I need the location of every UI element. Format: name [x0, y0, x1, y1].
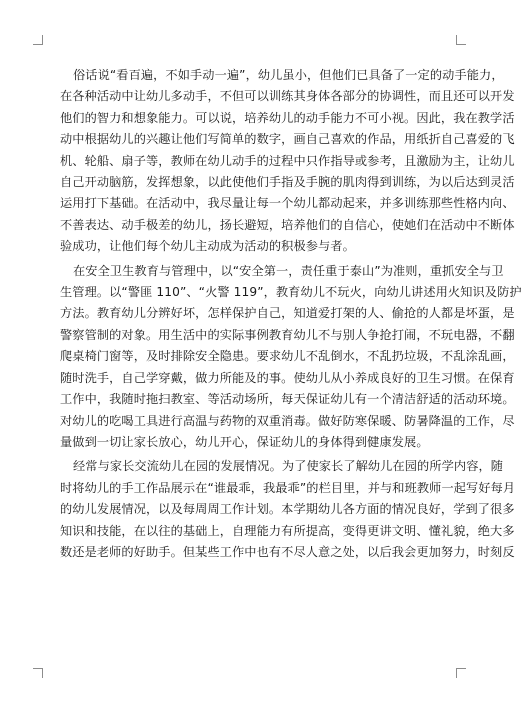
text-line: 机、轮船、扇子等，教师在幼儿动手的过程中只作指导或参考，且激励为主，让幼儿: [60, 153, 515, 168]
text-line: 随时洗手，自己学穿戴，做力所能及的事。使幼儿从小养成良好的卫生习惯。在保育: [60, 370, 515, 385]
text-line: 的幼儿发展情况，以及每周周工作计划。本学期幼儿各方面的情况良好，学到了很多: [60, 502, 515, 517]
text-line: 自己开动脑筋，发挥想象，以此使他们手指及手腕的肌肉得到训练，为以后达到灵活: [60, 175, 515, 190]
text-line: 时将幼儿的手工作品展示在“谁最乖，我最乖”的栏目里，并与和班教师一起写好每月: [60, 480, 516, 495]
paragraph-parent-communication: [60, 456, 516, 563]
text-line: 量做到一切让家长放心，幼儿开心，保证幼儿的身体得到健康发展。: [60, 434, 429, 449]
text-line: 他们的智力和想象能力。可以说，培养幼儿的动手能力不可小视。因此，我在教学活: [60, 110, 515, 125]
text-line: 生管理。以“警匪 110”、“火警 119”，教育幼儿不玩火，向幼儿讲述用火知识及防护: [60, 285, 522, 300]
text-line: 警察管制的对象。用生活中的实际事例教育幼儿不与别人争抢打闹，不玩电器，不翻: [60, 327, 515, 342]
crop-mark-bottom-left: [33, 668, 43, 678]
text-line: 验成功，让他们每个幼儿主动成为活动的积极参与者。: [60, 239, 355, 254]
text-line: 经常与家长交流幼儿在园的发展情况。为了使家长了解幼儿在园的所学内容，随: [73, 459, 504, 474]
text-line: 在安全卫生教育与管理中，以“安全第一，责任重于泰山”为准则，重抓安全与卫: [73, 263, 504, 278]
text-line: 俗话说“看百遍，不如手动一遍”，幼儿虽小，但他们已具备了一定的动手能力，: [73, 68, 504, 82]
text-line: 方法。教育幼儿分辨好坏，怎样保护自己，知道爱打架的人、偷抢的人都是坏蛋，是: [60, 306, 515, 321]
paragraph-hands-on-ability: [60, 65, 515, 258]
crop-mark-top-left: [33, 35, 43, 45]
text-line: 爬桌椅门窗等，及时排除安全隐患。要求幼儿不乱倒水，不乱扔垃圾，不乱涂乱画，: [60, 349, 515, 364]
text-line: 对幼儿的吃喝工具进行高温与药物的双重消毒。做好防寒保暖、防暑降温的工作，尽: [60, 413, 515, 428]
text-line: 数还是老师的好助手。但某些工作中也有不尽人意之处，以后我会更加努力，时刻反: [60, 544, 515, 559]
text-line: 知识和技能，在以往的基础上，自理能力有所提高，变得更讲文明、懂礼貌，绝大多: [60, 523, 515, 538]
crop-mark-bottom-right: [456, 668, 466, 678]
text-line: 在各种活动中让幼儿多动手，不但可以训练其身体各部分的协调性，而且还可以开发: [60, 89, 515, 104]
crop-mark-top-right: [456, 35, 466, 45]
text-line: 不善表达、动手极差的幼儿，扬长避短，培养他们的自信心，使她们在活动中不断体: [60, 217, 515, 232]
paragraph-safety-hygiene: [60, 261, 522, 454]
document-body: [60, 65, 522, 566]
text-line: 工作中，我随时拖扫教室、等活动场所，每天保证幼儿有一个清洁舒适的活动环境。: [60, 392, 515, 407]
text-line: 运用打下基础。在活动中，我尽量让每一个幼儿都动起来，并多训练那些性格内向、: [60, 196, 515, 211]
text-line: 动中根据幼儿的兴趣让他们写简单的数字，画自己喜欢的作品，用纸折自己喜爱的飞: [60, 132, 515, 147]
